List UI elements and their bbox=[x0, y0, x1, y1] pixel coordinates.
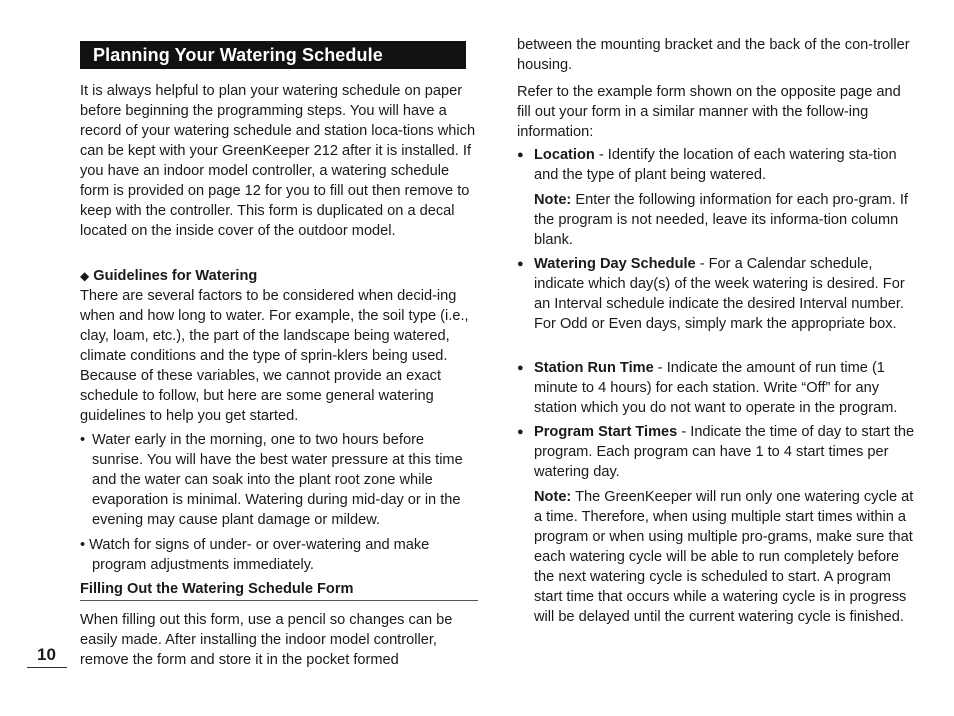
guidelines-text: There are several factors to be considered when decid-ing when and how long to water. For example, the soil type (i.e., clay, loam, etc.), the part of the landscape being watered, climate conditions and the type of sprin-klers being used. Because of these variables, we cannot provide an exact schedule to follow, but here are some general watering guidelines to help you get started. bbox=[80, 288, 469, 424]
form-section bbox=[80, 579, 478, 670]
program-start-times-item bbox=[517, 422, 917, 482]
note-1-text: Enter the following information for each pro-gram. If the program is not needed, leave its informa-tion column blank. bbox=[534, 192, 908, 248]
page-number: 10 bbox=[37, 645, 56, 664]
intro-text: It is always helpful to plan your watering schedule on paper before beginning the programming steps. You will have a record of your watering schedule and station loca-tions which can be kept with your GreenKeeper 212 after it is installed. If you have an indoor model controller, a watering schedule form is provided on page 12 for you to fill out then remove to keep with the controller. This form is duplicated on a decal located on the inside cover of the outdoor model. bbox=[80, 83, 476, 239]
watering-day-text: - For a Calendar schedule, indicate which day(s) of the week watering is desired. For an Interval schedule indicate the desired Interval number. For Odd or Even days, simply mark the appropriate box. bbox=[534, 256, 905, 332]
program-start-times-label: Program Start Times bbox=[534, 424, 678, 440]
program-start-times-text: - Indicate the time of day to start the program. Each program can have 1 to 4 start times per watering day. bbox=[534, 424, 915, 480]
note-1 bbox=[517, 190, 917, 250]
list-item bbox=[517, 254, 917, 334]
bullet-icon: ● bbox=[517, 362, 524, 374]
watering-day-label: Watering Day Schedule bbox=[534, 256, 696, 272]
diamond-icon: ◆ bbox=[80, 269, 90, 283]
guidelines-section bbox=[80, 266, 478, 426]
note-1-paragraph bbox=[534, 190, 917, 250]
refer-paragraph bbox=[517, 82, 917, 142]
form-heading: Filling Out the Watering Schedule Form bbox=[80, 579, 478, 601]
form-text: When filling out this form, use a pencil so changes can be easily made. After installing the indoor model controller, remove the form and store it in the pocket formed bbox=[80, 612, 453, 668]
guidelines-heading bbox=[80, 266, 478, 286]
guideline-bullet-2 bbox=[80, 535, 478, 575]
page-number-rule bbox=[27, 667, 67, 668]
location-label: Location bbox=[534, 147, 595, 163]
intro-paragraph bbox=[80, 81, 478, 241]
list-item bbox=[517, 358, 917, 418]
bullet-icon: ● bbox=[517, 426, 524, 438]
bullet-icon: • bbox=[80, 432, 86, 448]
station-run-time-label: Station Run Time bbox=[534, 360, 654, 376]
note-2 bbox=[517, 487, 917, 627]
watering-day-item bbox=[517, 254, 917, 334]
station-run-time-item bbox=[517, 358, 917, 418]
continued-text: between the mounting bracket and the back of the con-troller housing. bbox=[517, 37, 910, 73]
list-item bbox=[517, 145, 917, 185]
section-title: Planning Your Watering Schedule bbox=[80, 41, 466, 69]
location-item bbox=[517, 145, 917, 185]
refer-text: Refer to the example form shown on the opposite page and fill out your form in a similar manner with the follow-ing information: bbox=[517, 84, 901, 140]
guideline-bullet-1 bbox=[80, 430, 478, 530]
bullet-icon: ● bbox=[517, 149, 524, 161]
bullet-icon: ● bbox=[517, 258, 524, 270]
continued-paragraph bbox=[517, 35, 917, 75]
note-2-text: The GreenKeeper will run only one watering cycle at a time. Therefore, when using multiple start times within a program or when using multiple pro-grams, make sure that each watering cycle will be able to run completely before the next watering cycle is scheduled to start. A program start time that occurs while a watering cycle is in progress will be delayed until the current watering cycle is finished. bbox=[534, 489, 914, 625]
list-item bbox=[517, 422, 917, 482]
guidelines-heading-text: Guidelines for Watering bbox=[93, 268, 258, 284]
note-1-label: Note: bbox=[534, 192, 572, 208]
location-text: - Identify the location of each watering sta-tion and the type of plant being watered. bbox=[534, 147, 897, 183]
note-2-paragraph bbox=[534, 487, 917, 627]
bullet-2-text: • Watch for signs of under- or over-watering and make program adjustments immediately. bbox=[80, 537, 430, 573]
station-run-time-text: - Indicate the amount of run time (1 minute to 4 hours) for each station. Write “Off” for any station which you do not want to operate in the program. bbox=[534, 360, 898, 416]
bullet-1-text: Water early in the morning, one to two hours before sunrise. You will have the best water pressure at this time and the water can soak into the plant root zone while evaporation is minimal. Watering during mid-day or in the evening may cause plant damage or mildew. bbox=[92, 432, 463, 528]
note-2-label: Note: bbox=[534, 489, 572, 505]
list-item bbox=[80, 430, 478, 530]
